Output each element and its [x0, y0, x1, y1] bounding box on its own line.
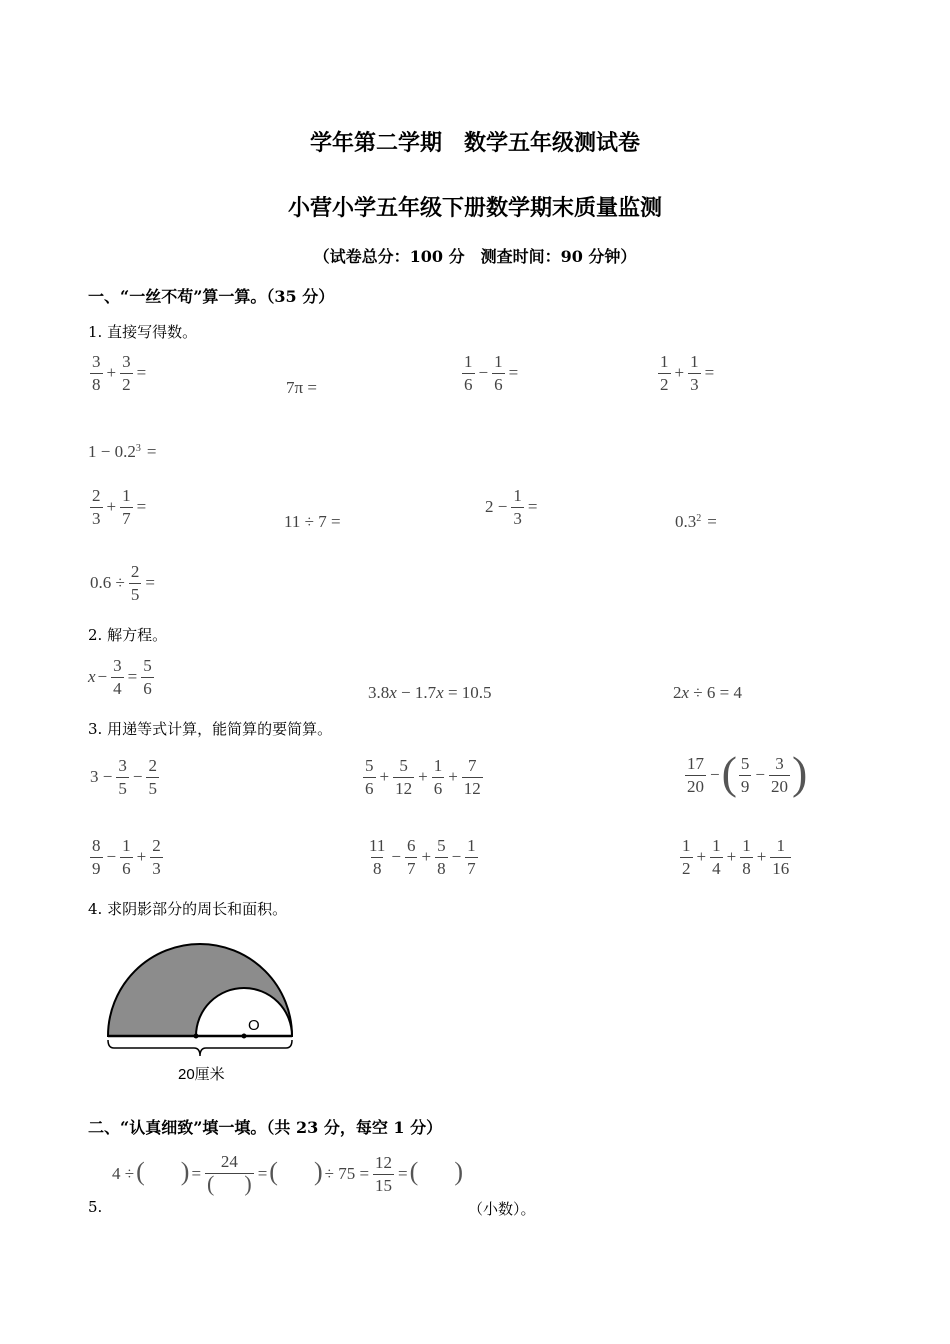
q1-expr-4: $\frac{1}{2}$ + $\frac{1}{3}$ =	[660, 352, 715, 394]
semicircle-diagram	[100, 940, 300, 1088]
exam-meta: （试卷总分：100 分 测查时间：90 分钟）	[313, 247, 637, 266]
q1-expr-9: 0.3 2 =	[675, 512, 717, 531]
q1-expr-1: $\frac{3}{8}$ + $\frac{3}{2}$ =	[92, 352, 147, 394]
section-2-heading: 二、“认真细致”填一填。（共 23 分，每空 1 分）	[88, 1118, 443, 1137]
q5-expression: 4 ÷ ( ) = 24 ( ) = ( ) ÷ 75 = $\frac{12}{15}$ = ( )	[112, 1152, 463, 1196]
dimension-label: 20厘米	[178, 1066, 225, 1083]
q1-expr-10: 0.6 ÷ $\frac{2}{5}$ =	[90, 562, 155, 604]
semicircle-figure	[100, 940, 300, 1092]
section-1-heading: 一、“一丝不苟”算一算。（35 分）	[88, 287, 335, 306]
question-4-label: 4. 求阴影部分的周长和面积。	[88, 900, 288, 918]
question-3-label: 3. 用递等式计算，能简算的要简算。	[88, 720, 333, 738]
center-point	[242, 1034, 247, 1039]
dimension-brace	[108, 1040, 292, 1056]
q2-equation-1: x − $\frac{3}{4}$ = $\frac{5}{6}$	[88, 656, 152, 698]
q2-equation-3: 2 x ÷ 6 = 4	[673, 683, 742, 702]
q5-number: 5.	[88, 1198, 103, 1216]
q1-expr-5: 1 − 0.2 3 =	[88, 442, 157, 461]
exam-title: 学年第二学期 数学五年级测试卷	[309, 130, 640, 156]
q1-expr-3: $\frac{1}{6}$ − $\frac{1}{6}$ =	[464, 352, 519, 394]
q3-expr-1: 3 − $\frac{3}{5}$ − $\frac{2}{5}$	[90, 756, 157, 798]
q3-expr-5: $\frac{11}{8}$ − $\frac{6}{7}$ + $\frac{5}{8}$ − $\frac{1}{7}$	[369, 836, 476, 878]
q5-suffix: （小数）。	[468, 1200, 536, 1218]
q3-expr-6: $\frac{1}{2}$ + $\frac{1}{4}$ + $\frac{1}{8}$ + $\frac{1}{16}$	[682, 836, 790, 878]
q1-expr-7: 11 ÷ 7 =	[284, 512, 341, 531]
q1-expr-2: 7π =	[286, 378, 317, 397]
center-label: O	[248, 1017, 260, 1034]
question-2-label: 2. 解方程。	[88, 626, 168, 644]
q3-expr-2: $\frac{5}{6}$ + $\frac{5}{12}$ + $\frac{1}{6}$ + $\frac{7}{12}$	[365, 756, 481, 798]
point-left	[194, 1034, 199, 1039]
question-1-label: 1. 直接写得数。	[88, 323, 198, 341]
q3-expr-4: $\frac{8}{9}$ − $\frac{1}{6}$ + $\frac{2}{3}$	[92, 836, 161, 878]
exam-subtitle-school: 小营小学五年级下册数学期末质量监测	[287, 195, 662, 221]
q1-expr-8: 2 − $\frac{1}{3}$ =	[485, 486, 538, 528]
q2-equation-2: 3.8 x − 1.7 x = 10.5	[368, 683, 492, 702]
q3-expr-3: $\frac{17}{20}$ − ( $\frac{5}{9}$ − $\frac{3}{20}$ )	[687, 747, 808, 798]
q1-expr-6: $\frac{2}{3}$ + $\frac{1}{7}$ =	[92, 486, 147, 528]
